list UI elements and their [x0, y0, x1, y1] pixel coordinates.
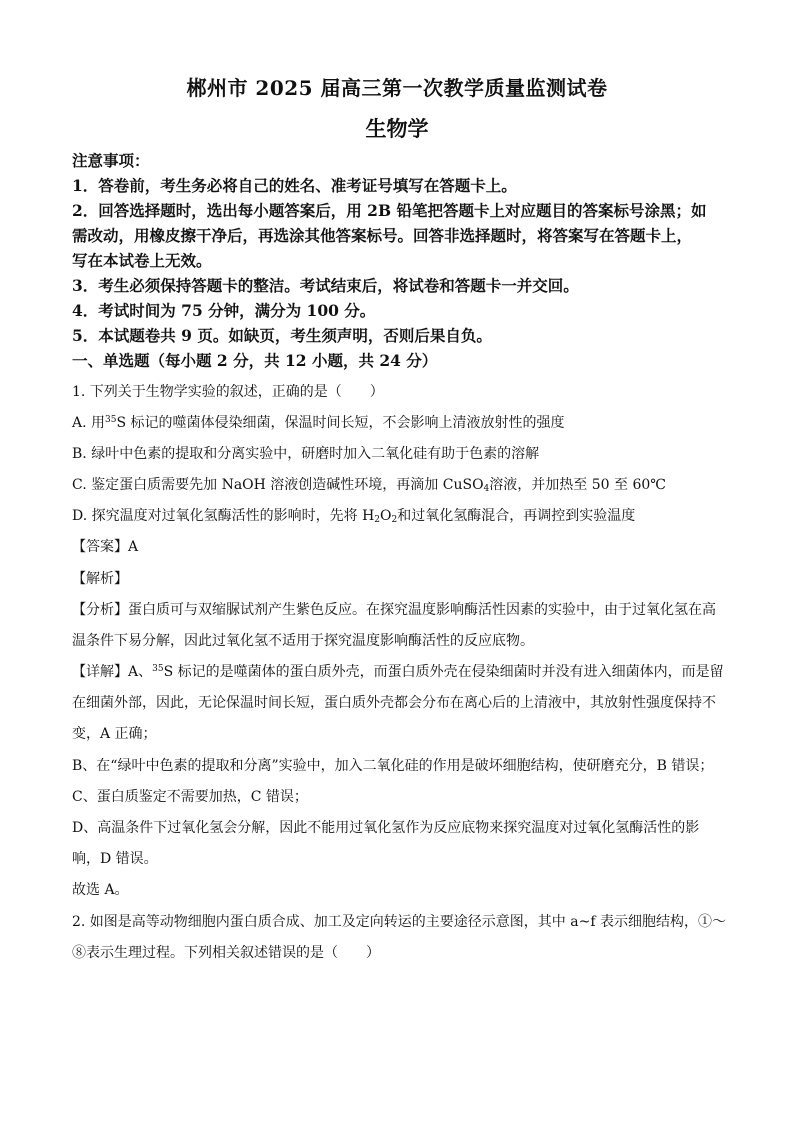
notice-item-2-cont: 需改动，用橡皮擦干净后，再选涂其他答案标号。回答非选择题时，将答案写在答题卡上，	[72, 226, 693, 245]
xiangjie-line-3: 变，A 正确；	[72, 726, 157, 742]
notice-heading: 注意事项：	[72, 151, 150, 170]
fenxi-tag: 【分析】	[72, 602, 128, 618]
notice-item-4: 4．考试时间为 75 分钟，满分为 100 分。	[72, 301, 376, 320]
answer-tag: 【答案】	[72, 539, 128, 555]
notice-item-5: 5．本试题卷共 9 页。如缺页，考生须声明，否则后果自负。	[72, 326, 492, 345]
xiangjie-line-4: B、在“绿叶中色素的提取和分离”实验中，加入二氧化硅的作用是破坏细胞结构，使研磨充分，B 错误；	[72, 758, 714, 774]
xiangjie-line-1: 【详解】A、$^{35}$S 标记的是噬菌体的蛋白质外壳，而蛋白质外壳在侵染细菌时并没有进入细菌体内，而是留	[72, 664, 724, 680]
notice-item-2-end: 写在本试卷上无效。	[72, 251, 212, 270]
question-2-stem-cont: ⑧表示生理过程。下列相关叙述错误的是（ ）	[72, 945, 380, 961]
answer-line	[72, 536, 138, 556]
question-1-option-c: C. 鉴定蛋白质需要先加 NaOH 溶液创造碱性环境，再滴加 CuSO$_4$溶液，并加热至 50 至 60℃	[72, 477, 666, 494]
xiangjie-line-6: D、高温条件下过氧化氢会分解，因此不能用过氧化氢作为反应底物来探究温度对过氧化氢酶活性的影	[72, 820, 700, 836]
question-2-stem: 2. 如图是高等动物细胞内蛋白质合成、加工及定向转运的主要途径示意图，其中 a~f 表示细胞结构，①～	[72, 914, 726, 930]
question-1-option-b: B. 绿叶中色素的提取和分离实验中，研磨时加入二氧化硅有助于色素的溶解	[72, 446, 540, 462]
analysis-tag: 【解析】	[72, 571, 128, 587]
notice-item-2: 2．回答选择题时，选出每小题答案后，用 2B 铅笔把答题卡上对应题目的答案标号涂黑；如	[72, 201, 707, 220]
answer-value: A	[128, 539, 139, 555]
question-1-stem: 1. 下列关于生物学实验的叙述，正确的是（ ）	[72, 384, 384, 400]
notice-item-1: 1．答卷前，考生务必将自己的姓名、准考证号填写在答题卡上。	[72, 176, 517, 195]
conclusion-line: 故选 A。	[72, 882, 129, 898]
xiangjie-line-5: C、蛋白质鉴定不需要加热，C 错误；	[72, 789, 308, 805]
fenxi-line-1: 【分析】蛋白质可与双缩脲试剂产生紫色反应。在探究温度影响酶活性因素的实验中，由于过氧化氢在高	[72, 602, 716, 618]
xiangjie-line-7: 响，D 错误。	[72, 851, 158, 867]
question-1-option-a: A. 用$^{35}$S 标记的噬菌体侵染细菌，保温时间长短，不会影响上清液放射性的强度	[72, 415, 565, 431]
subject-title: 生物学	[365, 116, 429, 141]
question-1-option-d: D. 探究温度对过氧化氢酶活性的影响时，先将 $H_2O_2$和过氧化氢酶混合，再调控到实验温度	[72, 508, 636, 525]
section-heading: 一、单选题（每小题 2 分，共 12 小题，共 24 分）	[72, 351, 438, 370]
notice-item-3: 3．考生必须保持答题卡的整洁。考试结束后，将试卷和答题卡一并交回。	[72, 276, 579, 295]
xiangjie-tag: 【详解】	[72, 664, 128, 680]
exam-title: 郴州市 2025 届高三第一次教学质量监测试卷	[186, 76, 608, 100]
fenxi-line-2: 温条件下易分解，因此过氧化氢不适用于探究温度影响酶活性的反应底物。	[72, 633, 534, 649]
xiangjie-line-2: 在细菌外部，因此，无论保温时间长短，蛋白质外壳都会分布在离心后的上清液中，其放射性强度保持不	[72, 695, 716, 711]
